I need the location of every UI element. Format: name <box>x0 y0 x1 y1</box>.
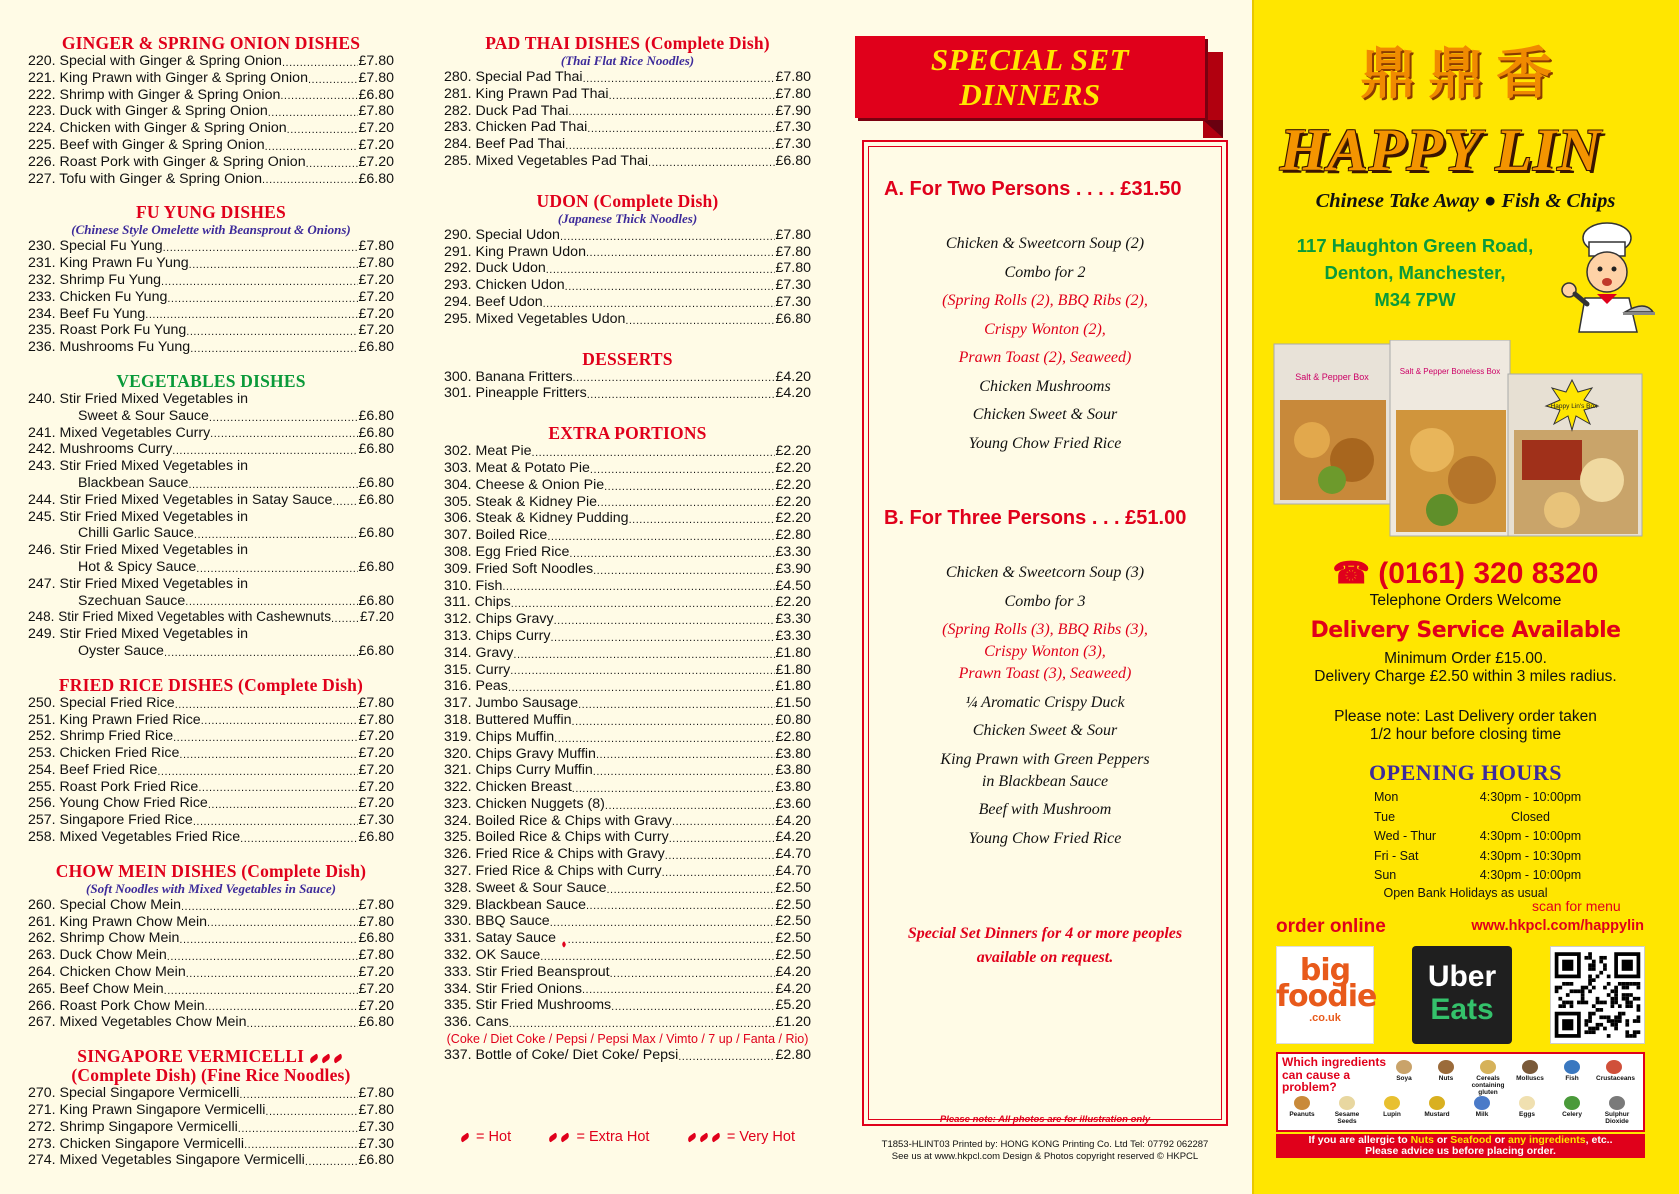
section-subtitle-chow-mein: (Soft Noodles with Mixed Vegetables in Sauce) <box>86 880 336 896</box>
menu-item: 285. Mixed Vegetables Pad Thai ..... £6.80 <box>444 153 811 170</box>
svg-text:Happy Lin's Box <box>1551 403 1599 410</box>
menu-item: 265. Beef Chow Mein ..... £7.20 <box>28 981 394 998</box>
box-label-happy-lin: Happy Lin's Box <box>1550 403 1598 410</box>
menu-item: 230. Special Fu Yung ..... £7.80 <box>28 238 394 255</box>
menu-item: 317. Jumbo Sausage ..... £1.50 <box>444 695 811 712</box>
menu-item: 308. Egg Fried Rice ..... £3.30 <box>444 544 811 561</box>
banner-ribbon-fold <box>1203 120 1223 138</box>
menu-item: 235. Roast Pork Fu Yung ..... £7.20 <box>28 322 394 339</box>
menu-item: Sweet & Sour Sauce ..... £6.80 <box>28 408 394 425</box>
menu-item: 328. Sweet & Sour Sauce ..... £2.50 <box>444 880 811 897</box>
menu-item: 250. Special Fried Rice ..... £7.80 <box>28 695 394 712</box>
menu-item: Hot & Spicy Sauce ..... £6.80 <box>28 559 394 576</box>
column-1 <box>28 34 394 1169</box>
phone-number[interactable]: ☎ (0161) 320 8320 <box>1332 557 1599 590</box>
set-item: (Spring Rolls (3), BBQ Ribs (3), <box>942 621 1148 638</box>
menu-item: 313. Chips Curry ..... £3.30 <box>444 628 811 645</box>
menu-item: 244. Stir Fried Mixed Vegetables in Satay Sauce ..... £6.80 <box>28 492 394 509</box>
food-photos <box>1272 340 1644 538</box>
menu-item-line: 246. Stir Fried Mixed Vegetables in <box>28 542 249 559</box>
menu-item: 232. Shrimp Fu Yung ..... £7.20 <box>28 272 394 289</box>
section-title-fried-rice: FRIED RICE DISHES (Complete Dish) <box>58 674 364 695</box>
menu-item: 282. Duck Pad Thai ..... £7.90 <box>444 103 811 120</box>
menu-item: 295. Mixed Vegetables Udon ..... £6.80 <box>444 311 811 328</box>
phone-note: Telephone Orders Welcome <box>1369 592 1562 609</box>
menu-item: 260. Special Chow Mein ..... £7.80 <box>28 897 394 914</box>
udon-list <box>444 227 811 328</box>
set-item: Chicken & Sweetcorn Soup (2) <box>945 235 1145 252</box>
allergy-title: Which ingredients can cause a problem? <box>1282 1055 1387 1094</box>
menu-item: 325. Boiled Rice & Chips with Curry ..... £4.20 <box>444 829 811 846</box>
qr-code-icon[interactable] <box>1550 946 1645 1044</box>
bigfoodie-logo-text: big foodie <box>1276 953 1377 1014</box>
menu-item: 329. Blackbean Sauce ..... £2.50 <box>444 897 811 914</box>
menu-item: 309. Fried Soft Noodles ..... £3.90 <box>444 561 811 578</box>
scan-for-menu-label: scan for menu <box>1532 898 1621 914</box>
menu-item: 254. Beef Fried Rice ..... £7.20 <box>28 762 394 779</box>
menu-item: 242. Mushrooms Curry ..... £6.80 <box>28 441 394 458</box>
hours-row: Mon 4:30pm - 10:00pm <box>1374 790 1582 804</box>
menu-item: 222. Shrimp with Ginger & Spring Onion ..... £6.80 <box>28 87 394 104</box>
menu-item: 336. Cans ..... £1.20 <box>444 1014 811 1031</box>
menu-item: 272. Shrimp Singapore Vermicelli ..... £7.30 <box>28 1119 394 1136</box>
menu-item: 303. Meat & Potato Pie ..... £2.20 <box>444 460 811 477</box>
menu-item: 300. Banana Fritters ..... £4.20 <box>444 369 811 386</box>
menu-item: 323. Chicken Nuggets (8) ..... £3.60 <box>444 796 811 813</box>
menu-item: 316. Peas ..... £1.80 <box>444 678 811 695</box>
menu-item: Szechuan Sauce ..... £6.80 <box>28 593 394 610</box>
set-item: Beef with Mushroom <box>978 801 1112 818</box>
delivery-heading: Delivery Service Available <box>1310 618 1621 643</box>
fried-rice-list <box>28 695 394 846</box>
section-title-chow-mein: CHOW MEIN DISHES (Complete Dish) <box>55 860 367 881</box>
menu-item: 255. Roast Pork Fried Rice ..... £7.20 <box>28 779 394 796</box>
svg-text:Salt & Pepper Box <box>1295 372 1369 382</box>
menu-item: 324. Boiled Rice & Chips with Gravy ..... £4.20 <box>444 813 811 830</box>
allergen-sesame-seeds-icon: Sesame Seeds <box>1329 1096 1365 1125</box>
bigfoodie-domain: .co.uk <box>1309 1012 1341 1024</box>
menu-item: 284. Beef Pad Thai ..... £7.30 <box>444 136 811 153</box>
column-2 <box>444 34 811 1064</box>
menu-item: 258. Mixed Vegetables Fried Rice ..... £6.80 <box>28 829 394 846</box>
menu-item: 234. Beef Fu Yung ..... £7.20 <box>28 306 394 323</box>
hours-row: Wed - Thur 4:30pm - 10:00pm <box>1374 829 1582 843</box>
desserts-list <box>444 369 811 403</box>
vegetables-list <box>28 391 394 660</box>
menu-item: 306. Steak & Kidney Pudding ..... £2.20 <box>444 510 811 527</box>
set-b-title: B. For Three Persons . . . £51.00 <box>884 507 1187 529</box>
menu-item: 290. Special Udon ..... £7.80 <box>444 227 811 244</box>
menu-item: 252. Shrimp Fried Rice ..... £7.20 <box>28 728 394 745</box>
delivery-charge: Delivery Charge £2.50 within 3 miles radius. <box>1314 668 1617 685</box>
box-label-salt-pepper: Salt & Pepper Box <box>1295 372 1369 382</box>
menu-item: 337. Bottle of Coke/ Diet Coke/ Pepsi ..... £2.80 <box>444 1047 811 1064</box>
last-delivery-note: Please note: Last Delivery order taken 1/2 hour before closing time <box>1334 708 1597 743</box>
menu-item: 253. Chicken Fried Rice ..... £7.20 <box>28 745 394 762</box>
menu-item: 263. Duck Chow Mein ..... £7.80 <box>28 947 394 964</box>
section-subtitle-fuyung: (Chinese Style Omelette with Beansprout & Onions) <box>71 222 351 238</box>
menu-item: 320. Chips Gravy Muffin ..... £3.80 <box>444 746 811 763</box>
menu-item-line: 249. Stir Fried Mixed Vegetables in <box>28 626 249 643</box>
order-online-label: order online <box>1276 916 1386 937</box>
allergen-fish-icon: Fish <box>1554 1060 1590 1082</box>
set-a-items <box>868 233 1222 461</box>
spice-legend <box>444 1129 811 1145</box>
allergen-peanuts-icon: Peanuts <box>1284 1096 1320 1118</box>
menu-item: 335. Stir Fried Mushrooms ..... £5.20 <box>444 997 811 1014</box>
menu-item: 334. Stir Fried Onions ..... £4.20 <box>444 981 811 998</box>
menu-item: 266. Roast Pork Chow Mein ..... £7.20 <box>28 998 394 1015</box>
section-title-fuyung: FU YUNG DISHES <box>136 202 286 223</box>
menu-item: 274. Mixed Vegetables Singapore Vermicelli ..... £6.80 <box>28 1152 394 1169</box>
brand-logo: HAPPY LIN <box>1280 117 1602 183</box>
hot-chili-icon <box>459 1132 470 1142</box>
menu-item: 283. Chicken Pad Thai ..... £7.30 <box>444 119 811 136</box>
menu-item: 319. Chips Muffin ..... £2.80 <box>444 729 811 746</box>
menu-item: 293. Chicken Udon ..... £7.30 <box>444 277 811 294</box>
section-title-udon: UDON (Complete Dish) <box>536 190 719 211</box>
cans-note: (Coke / Diet Coke / Pepsi / Pepsi Max / Vimto / 7 up / Fanta / Rio) <box>446 1032 809 1047</box>
set-item: Chicken & Sweetcorn Soup (3) <box>945 564 1145 581</box>
menu-item: 307. Boiled Rice ..... £2.80 <box>444 527 811 544</box>
legend-extra-hot: = Extra Hot <box>548 1129 649 1145</box>
menu-item: 264. Chicken Chow Mein ..... £7.20 <box>28 964 394 981</box>
allergen-lupin-icon: Lupin <box>1374 1096 1410 1118</box>
menu-item: 310. Fish ..... £4.50 <box>444 578 811 595</box>
menu-item-line: 243. Stir Fried Mixed Vegetables in <box>28 458 249 475</box>
menu-item: 304. Cheese & Onion Pie ..... £2.20 <box>444 477 811 494</box>
bank-holiday-note: Open Bank Holidays as usual <box>1383 886 1548 900</box>
allergen-soya-icon: Soya <box>1386 1060 1422 1082</box>
menu-item: 227. Tofu with Ginger & Spring Onion ..... £6.80 <box>28 171 394 188</box>
menu-item: 224. Chicken with Ginger & Spring Onion ..... £7.20 <box>28 120 394 137</box>
menu-item: 305. Steak & Kidney Pie ..... £2.20 <box>444 494 811 511</box>
section-title-pad-thai: PAD THAI DISHES (Complete Dish) <box>485 33 770 53</box>
menu-item: 318. Buttered Muffin ..... £0.80 <box>444 712 811 729</box>
svg-text:Salt & Pepper Boneless Box <box>1400 367 1501 376</box>
set-item: King Prawn with Green Peppers <box>940 750 1150 768</box>
section-title-ginger: GINGER & SPRING ONION DISHES <box>61 33 361 53</box>
set-item: Combo for 2 <box>1004 263 1086 281</box>
hours-row: Fri - Sat 4:30pm - 10:30pm <box>1374 848 1582 863</box>
fuyung-list <box>28 238 394 356</box>
menu-item: 241. Mixed Vegetables Curry ..... £6.80 <box>28 425 394 442</box>
menu-item: 332. OK Sauce ..... £2.50 <box>444 947 811 964</box>
menu-item: 233. Chicken Fu Yung ..... £7.20 <box>28 289 394 306</box>
legend-hot: = Hot <box>460 1129 511 1145</box>
menu-item: 333. Stir Fried Beansprout ..... £4.20 <box>444 964 811 981</box>
uber-eats-text: Uber Eats <box>1427 960 1497 1026</box>
menu-item: 311. Chips ..... £2.20 <box>444 594 811 611</box>
set-item: in Blackbean Sauce <box>981 772 1109 790</box>
menu-item: 315. Curry ..... £1.80 <box>444 662 811 679</box>
set-item: Chicken Sweet & Sour <box>972 722 1118 739</box>
singapore-list <box>28 1085 394 1169</box>
menu-item: 257. Singapore Fried Rice ..... £7.30 <box>28 812 394 829</box>
set-item: Combo for 3 <box>1004 592 1086 610</box>
allergen-celery-icon: Celery <box>1554 1096 1590 1118</box>
hours-row: Tue Closed <box>1374 809 1550 824</box>
section-title-vegetables: VEGETABLES DISHES <box>116 370 306 391</box>
allergen-eggs-icon: Eggs <box>1509 1096 1545 1118</box>
set-item: Chicken Mushrooms <box>979 377 1111 395</box>
allergen-cereals-containing-gluten-icon: Cereals containing gluten <box>1470 1060 1506 1096</box>
ginger-list <box>28 53 394 187</box>
menu-item: 231. King Prawn Fu Yung ..... £7.80 <box>28 255 394 272</box>
menu-item-line: 240. Stir Fried Mixed Vegetables in <box>28 390 249 407</box>
set-item: Crispy Wonton (3), <box>984 643 1106 660</box>
section-title-singapore: SINGAPORE VERMICELLI <box>28 1047 394 1066</box>
menu-item: 221. King Prawn with Ginger & Spring Onion ..... £7.80 <box>28 70 394 87</box>
photo-disclaimer: Please note: All photos are for illustration only <box>939 1114 1151 1125</box>
set-item: (Spring Rolls (2), BBQ Ribs (2), <box>942 292 1148 309</box>
menu-item: 256. Young Chow Fried Rice ..... £7.20 <box>28 795 394 812</box>
set-b-items <box>868 562 1222 856</box>
menu-item: 251. King Prawn Fried Rice ..... £7.80 <box>28 712 394 729</box>
menu-item: 312. Chips Gravy ..... £3.30 <box>444 611 811 628</box>
box-label-boneless: Salt & Pepper Boneless Box <box>1399 367 1501 376</box>
menu-item: 331. Satay Sauce ..... £2.50 <box>444 930 811 947</box>
chow-mein-list <box>28 897 394 1031</box>
chef-mascot-icon <box>1545 220 1655 340</box>
chinese-name: 鼎鼎香 <box>1360 42 1564 107</box>
menu-item: 271. King Prawn Singapore Vermicelli ..... £7.80 <box>28 1102 394 1119</box>
menu-item: 267. Mixed Vegetables Chow Mein ..... £6.80 <box>28 1014 394 1031</box>
section-title-singapore-2: (Complete Dish) (Fine Rice Noodles) <box>71 1065 351 1086</box>
menu-item: 220. Special with Ginger & Spring Onion ..... £7.80 <box>28 53 394 70</box>
section-subtitle-udon: (Japanese Thick Noodles) <box>557 210 698 226</box>
menu-item: 321. Chips Curry Muffin ..... £3.80 <box>444 762 811 779</box>
menu-item: 291. King Prawn Udon ..... £7.80 <box>444 244 811 261</box>
menu-item: 330. BBQ Sauce ..... £2.50 <box>444 913 811 930</box>
allergen-crustaceans-icon: Crustaceans <box>1596 1060 1632 1082</box>
hours-row: Sun 4:30pm - 10:00pm <box>1374 868 1582 882</box>
min-order: Minimum Order £15.00. <box>1384 650 1547 667</box>
menu-item: 302. Meat Pie ..... £2.20 <box>444 443 811 460</box>
menu-item-line: 247. Stir Fried Mixed Vegetables in <box>28 575 249 592</box>
menu-item: 301. Pineapple Fritters ..... £4.20 <box>444 385 811 402</box>
set-item: Crispy Wonton (2), <box>984 320 1106 338</box>
allergen-sulphur-dioxide-icon: Sulphur Dioxide <box>1599 1096 1635 1125</box>
section-title-desserts: DESSERTS <box>582 348 673 369</box>
opening-hours-table <box>1374 788 1594 886</box>
set-item: Young Chow Fried Rice <box>968 829 1122 847</box>
set-item: ¼ Aromatic Crispy Duck <box>965 693 1125 711</box>
address: 117 Haughton Green Road, Denton, Manchester, M34 7PW <box>1296 235 1534 310</box>
menu-item: 225. Beef with Ginger & Spring Onion ..... £7.20 <box>28 137 394 154</box>
allergen-mustard-icon: Mustard <box>1419 1096 1455 1118</box>
menu-item: 273. Chicken Singapore Vermicelli ..... £7.30 <box>28 1136 394 1153</box>
very-hot-chili-icon <box>687 1129 723 1145</box>
menu-item: 322. Chicken Breast ..... £3.80 <box>444 779 811 796</box>
pad-thai-list <box>444 69 811 170</box>
menu-item: 248. Stir Fried Mixed Vegetables with Cashewnuts ..... £7.20 <box>28 609 394 626</box>
allergen-molluscs-icon: Molluscs <box>1512 1060 1548 1082</box>
menu-item: 294. Beef Udon ..... £7.30 <box>444 294 811 311</box>
set-a-title: A. For Two Persons . . . . £31.50 <box>884 178 1182 200</box>
phone-icon: ☎ <box>1332 557 1370 590</box>
tagline: Chinese Take Away ● Fish & Chips <box>1315 190 1616 212</box>
extra-hot-chili-icon <box>548 1129 572 1145</box>
set-item: Chicken Sweet & Sour <box>972 406 1118 423</box>
set-item: Prawn Toast (2), Seaweed) <box>958 349 1132 366</box>
printer-credit: T1853-HLINT03 Printed by: HONG KONG Printing Co. Ltd Tel: 07792 062287 See us at www.hkpcl.com Design & Photos copyright reserved © HKPCL <box>881 1139 1209 1162</box>
set-request-note: Special Set Dinners for 4 or more peoples available on request. <box>907 925 1183 966</box>
menu-item: 280. Special Pad Thai ..... £7.80 <box>444 69 811 86</box>
menu-item: 281. King Prawn Pad Thai ..... £7.80 <box>444 86 811 103</box>
section-title-extra: EXTRA PORTIONS <box>548 423 707 444</box>
legend-very-hot: = Very Hot <box>687 1129 795 1145</box>
set-item: Young Chow Fried Rice <box>968 434 1122 452</box>
menu-item: Chilli Garlic Sauce ..... £6.80 <box>28 525 394 542</box>
menu-item: 326. Fried Rice & Chips with Gravy ..... £4.70 <box>444 846 811 863</box>
menu-item: 226. Roast Pork with Ginger & Spring Onion ..... £7.20 <box>28 154 394 171</box>
menu-item: 292. Duck Udon ..... £7.80 <box>444 260 811 277</box>
menu-item: Oyster Sauce ..... £6.80 <box>28 643 394 660</box>
allergen-nuts-icon: Nuts <box>1428 1060 1464 1082</box>
menu-item: 314. Gravy ..... £1.80 <box>444 645 811 662</box>
very-hot-chili-icon <box>309 1046 345 1066</box>
menu-item: 270. Special Singapore Vermicelli ..... £7.80 <box>28 1085 394 1102</box>
menu-item: 262. Shrimp Chow Mein ..... £6.80 <box>28 930 394 947</box>
menu-item: 223. Duck with Ginger & Spring Onion ..... £7.80 <box>28 103 394 120</box>
allergen-milk-icon: Milk <box>1464 1096 1500 1118</box>
set-item: Prawn Toast (3), Seaweed) <box>958 665 1132 682</box>
menu-item-line: 245. Stir Fried Mixed Vegetables in <box>28 508 249 525</box>
extra-portions-list <box>444 443 811 1031</box>
menu-item: 236. Mushrooms Fu Yung ..... £6.80 <box>28 339 394 356</box>
menu-item: Blackbean Sauce ..... £6.80 <box>28 475 394 492</box>
menu-item: 327. Fried Rice & Chips with Curry ..... £4.70 <box>444 863 811 880</box>
menu-url-link[interactable]: www.hkpcl.com/happylin <box>1471 918 1644 934</box>
special-set-title: SPECIAL SET DINNERS <box>930 42 1130 112</box>
allergy-warning-bar: If you are allergic to Nuts or Seafood or any ingredients, etc.. Please advice us before placing order. <box>1276 1134 1645 1158</box>
opening-hours-title: OPENING HOURS <box>1369 760 1562 785</box>
section-subtitle-pad-thai: (Thai Flat Rice Noodles) <box>560 53 695 68</box>
menu-item: 261. King Prawn Chow Mein ..... £7.80 <box>28 914 394 931</box>
